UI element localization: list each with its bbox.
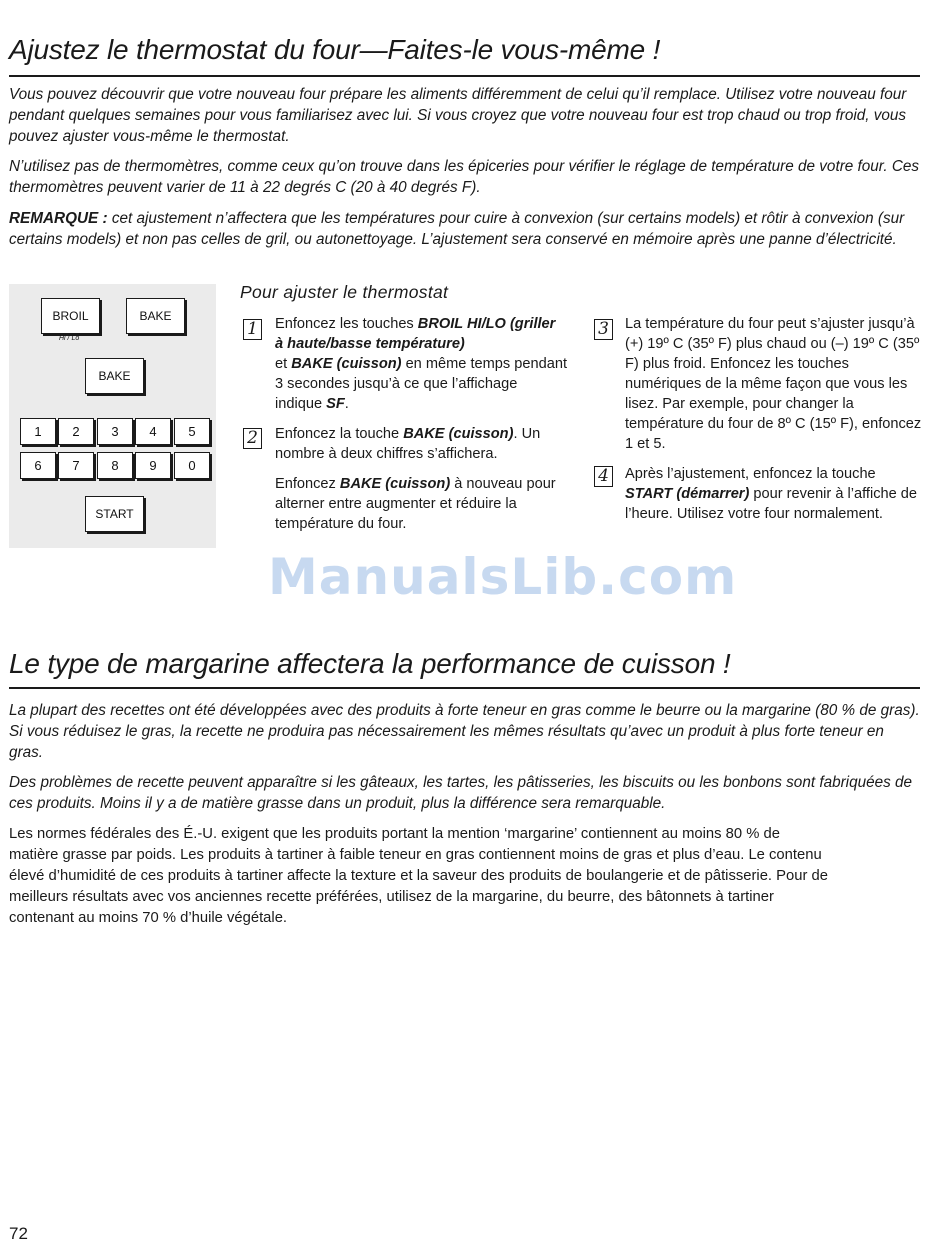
step-1-text: Enfoncez les touches BROIL HI/LO (griller à haute/basse température) et BAKE (cuisson) en même temps pendant 3 secondes jusqu’à ce que l’affichage indique SF. — [275, 316, 568, 412]
bake-key-middle: BAKE — [85, 358, 144, 394]
start-key: START — [85, 496, 144, 532]
page-number: 72 — [9, 1224, 28, 1243]
intro-paragraph: Vous pouvez découvrir que votre nouveau four prépare les aliments différemment de celui qu’il remplace. Utilisez votre nouveau four pendant quelques semaines pour vous familiarisez avec lui. Si vous croyez que votre nouveau four est trop chaud ou trop froid, vous pouvez ajuster vous-même le thermostat. — [9, 86, 907, 145]
title-rule-2 — [9, 687, 920, 689]
section-title-thermostat: Ajustez le thermostat du four—Faites-le vous-même ! — [9, 34, 661, 65]
digit-key-3: 3 — [97, 418, 133, 445]
digit-key-1: 1 — [20, 418, 56, 445]
margarine-paragraph-1: La plupart des recettes ont été développées avec des produits à forte teneur en gras comme le beurre ou la margarine (80 % de gras). Si vous réduisez le gras, la recette ne produira pas nécessairement les mêmes résultats qu’avec un produit à plus forte teneur en gras. — [9, 702, 920, 761]
digit-key-2: 2 — [58, 418, 94, 445]
step-4-text: Après l’ajustement, enfoncez la touche START (démarrer) pour revenir à l’affiche de l’heure. Utilisez votre four normalement. — [625, 466, 918, 522]
step-2-text-b: Enfoncez BAKE (cuisson) à nouveau pour alterner entre augmenter et réduire la température du four. — [275, 476, 556, 532]
digit-key-4: 4 — [135, 418, 171, 445]
bake-key-top: BAKE — [126, 298, 185, 334]
control-panel-illustration — [9, 284, 216, 548]
step-number-1: 1 — [243, 319, 262, 340]
margarine-paragraph-2: Des problèmes de recette peuvent apparaître si les gâteaux, les tartes, les pâtisseries, les biscuits ou les bonbons sont fabriquées de ces produits. Moins il y a de matière grasse dans un produit, plus la différence sera remarquable. — [9, 774, 913, 812]
margarine-paragraph-3: Les normes fédérales des É.-U. exigent que les produits portant la mention ‘margarine’ contiennent au moins 80 % de matière grasse par poids. Les produits à tartiner à faible teneur en gras contiennent moins de gras et plus d’eau. Le contenu élevé d’humidité de ces produits à tartiner affecte la texture et la saveur des produits de boulangerie et de pâtisserie. Pour de meilleurs résultats avec vos anciennes recette préférées, utilisez de la margarine, du beurre, des bâtonnets à tartiner contenant au moins 70 % d’huile végétale. — [9, 826, 828, 926]
steps-heading: Pour ajuster le thermostat — [240, 282, 449, 302]
step-3-text: La température du four peut s’ajuster jusqu’à (+) 19º C (35º F) plus chaud ou (–) 19º C (35º F) plus froid. Enfoncez les touches numériques de la même façon que vous les lisez. Par exemple, pour changer la température du four de 8º C (15º F), enfoncez 1 et 5. — [625, 316, 922, 452]
section-title-margarine: Le type de margarine affectera la performance de cuisson ! — [9, 648, 731, 679]
note-paragraph — [9, 208, 920, 250]
digit-key-5: 5 — [174, 418, 210, 445]
digit-key-6: 6 — [20, 452, 56, 479]
step-number-4: 4 — [594, 466, 613, 487]
hilo-label: Hi / Lo — [59, 335, 80, 342]
digit-key-8: 8 — [97, 452, 133, 479]
digit-key-9: 9 — [135, 452, 171, 479]
note-label: REMARQUE : — [9, 210, 108, 227]
digit-key-0: 0 — [174, 452, 210, 479]
broil-key: BROIL — [41, 298, 100, 334]
step-number-3: 3 — [594, 319, 613, 340]
title-rule — [9, 75, 920, 77]
note-text: cet ajustement n’affectera que les températures pour cuire à convexion (sur certains models) et rôtir à convexion (sur certains models) et non pas celles de gril, ou autonettoyage. L’ajustement sera conservé en mémoire après une panne d’électricité. — [9, 210, 905, 248]
step-number-2: 2 — [243, 428, 262, 449]
step-2-text-a: Enfoncez la touche BAKE (cuisson). Un nombre à deux chiffres s’affichera. — [275, 426, 541, 462]
digit-key-7: 7 — [58, 452, 94, 479]
thermometer-paragraph: N’utilisez pas de thermomètres, comme ceux qu’on trouve dans les épiceries pour vérifier le réglage de température de votre four. Ces thermomètres peuvent varier de 11 à 22 degrés C (20 à 40 degrés F). — [9, 158, 920, 196]
watermark: ManualsLib.com — [268, 548, 738, 606]
